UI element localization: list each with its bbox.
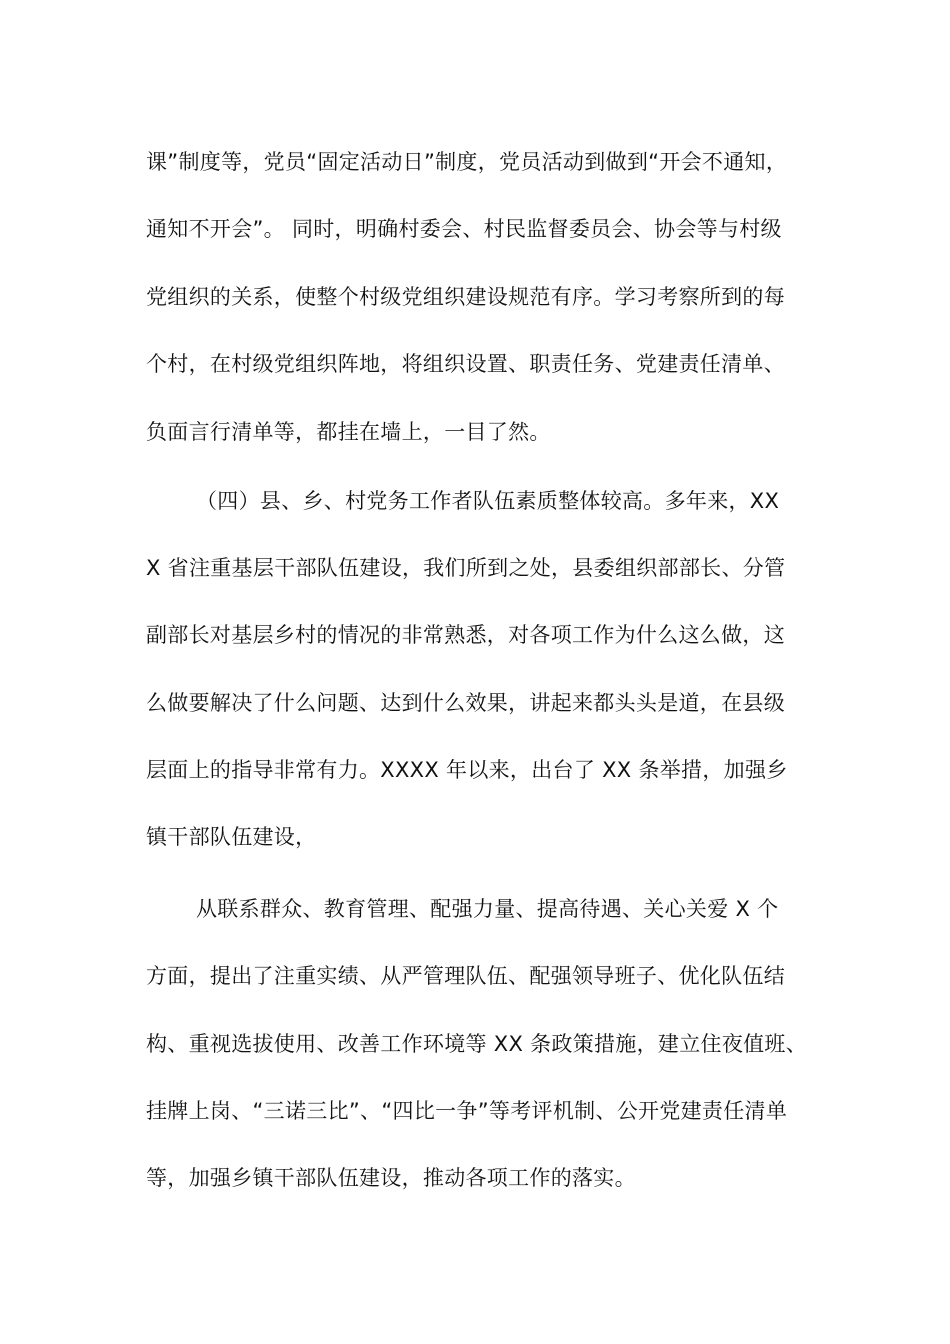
section-heading-line: （四）县、乡、村党务工作者队伍素质整体较高。多年来，XX bbox=[196, 489, 780, 513]
text-line: 方面，提出了注重实绩、从严管理队伍、配强领导班子、优化队伍结 bbox=[146, 964, 785, 988]
text-line: 构、重视选拔使用、改善工作环境等 XX 条政策措施，建立住夜值班、 bbox=[146, 1032, 808, 1056]
text-line: 么做要解决了什么问题、达到什么效果，讲起来都头头是道，在县级 bbox=[146, 691, 785, 715]
text-line: 个村，在村级党组织阵地，将组织设置、职责任务、党建责任清单、 bbox=[146, 352, 785, 376]
text-line: 层面上的指导非常有力。XXXX 年以来，出台了 XX 条举措，加强乡 bbox=[146, 758, 788, 782]
text-line: X 省注重基层干部队伍建设，我们所到之处，县委组织部部长、分管 bbox=[146, 556, 786, 580]
text-line: 通知不开会”。 同时，明确村委会、村民监督委员会、协会等与村级 bbox=[146, 217, 782, 241]
text-line: 挂牌上岗、“三诺三比”、“四比一争”等考评机制、公开党建责任清单 bbox=[146, 1099, 788, 1123]
text-line: 副部长对基层乡村的情况的非常熟悉，对各项工作为什么这么做，这 bbox=[146, 623, 785, 647]
text-line: 镇干部队伍建设， bbox=[146, 825, 317, 849]
text-line: 党组织的关系，使整个村级党组织建设规范有序。学习考察所到的每 bbox=[146, 285, 785, 309]
text-line: 从联系群众、教育管理、配强力量、提高待遇、关心关爱 X 个 bbox=[196, 897, 779, 921]
text-line: 课”制度等，党员“固定活动日”制度，党员活动到做到“开会不通知， bbox=[146, 150, 788, 174]
text-line: 负面言行清单等，都挂在墙上，一目了然。 bbox=[146, 420, 551, 444]
text-line: 等，加强乡镇干部队伍建设，推动各项工作的落实。 bbox=[146, 1166, 636, 1190]
